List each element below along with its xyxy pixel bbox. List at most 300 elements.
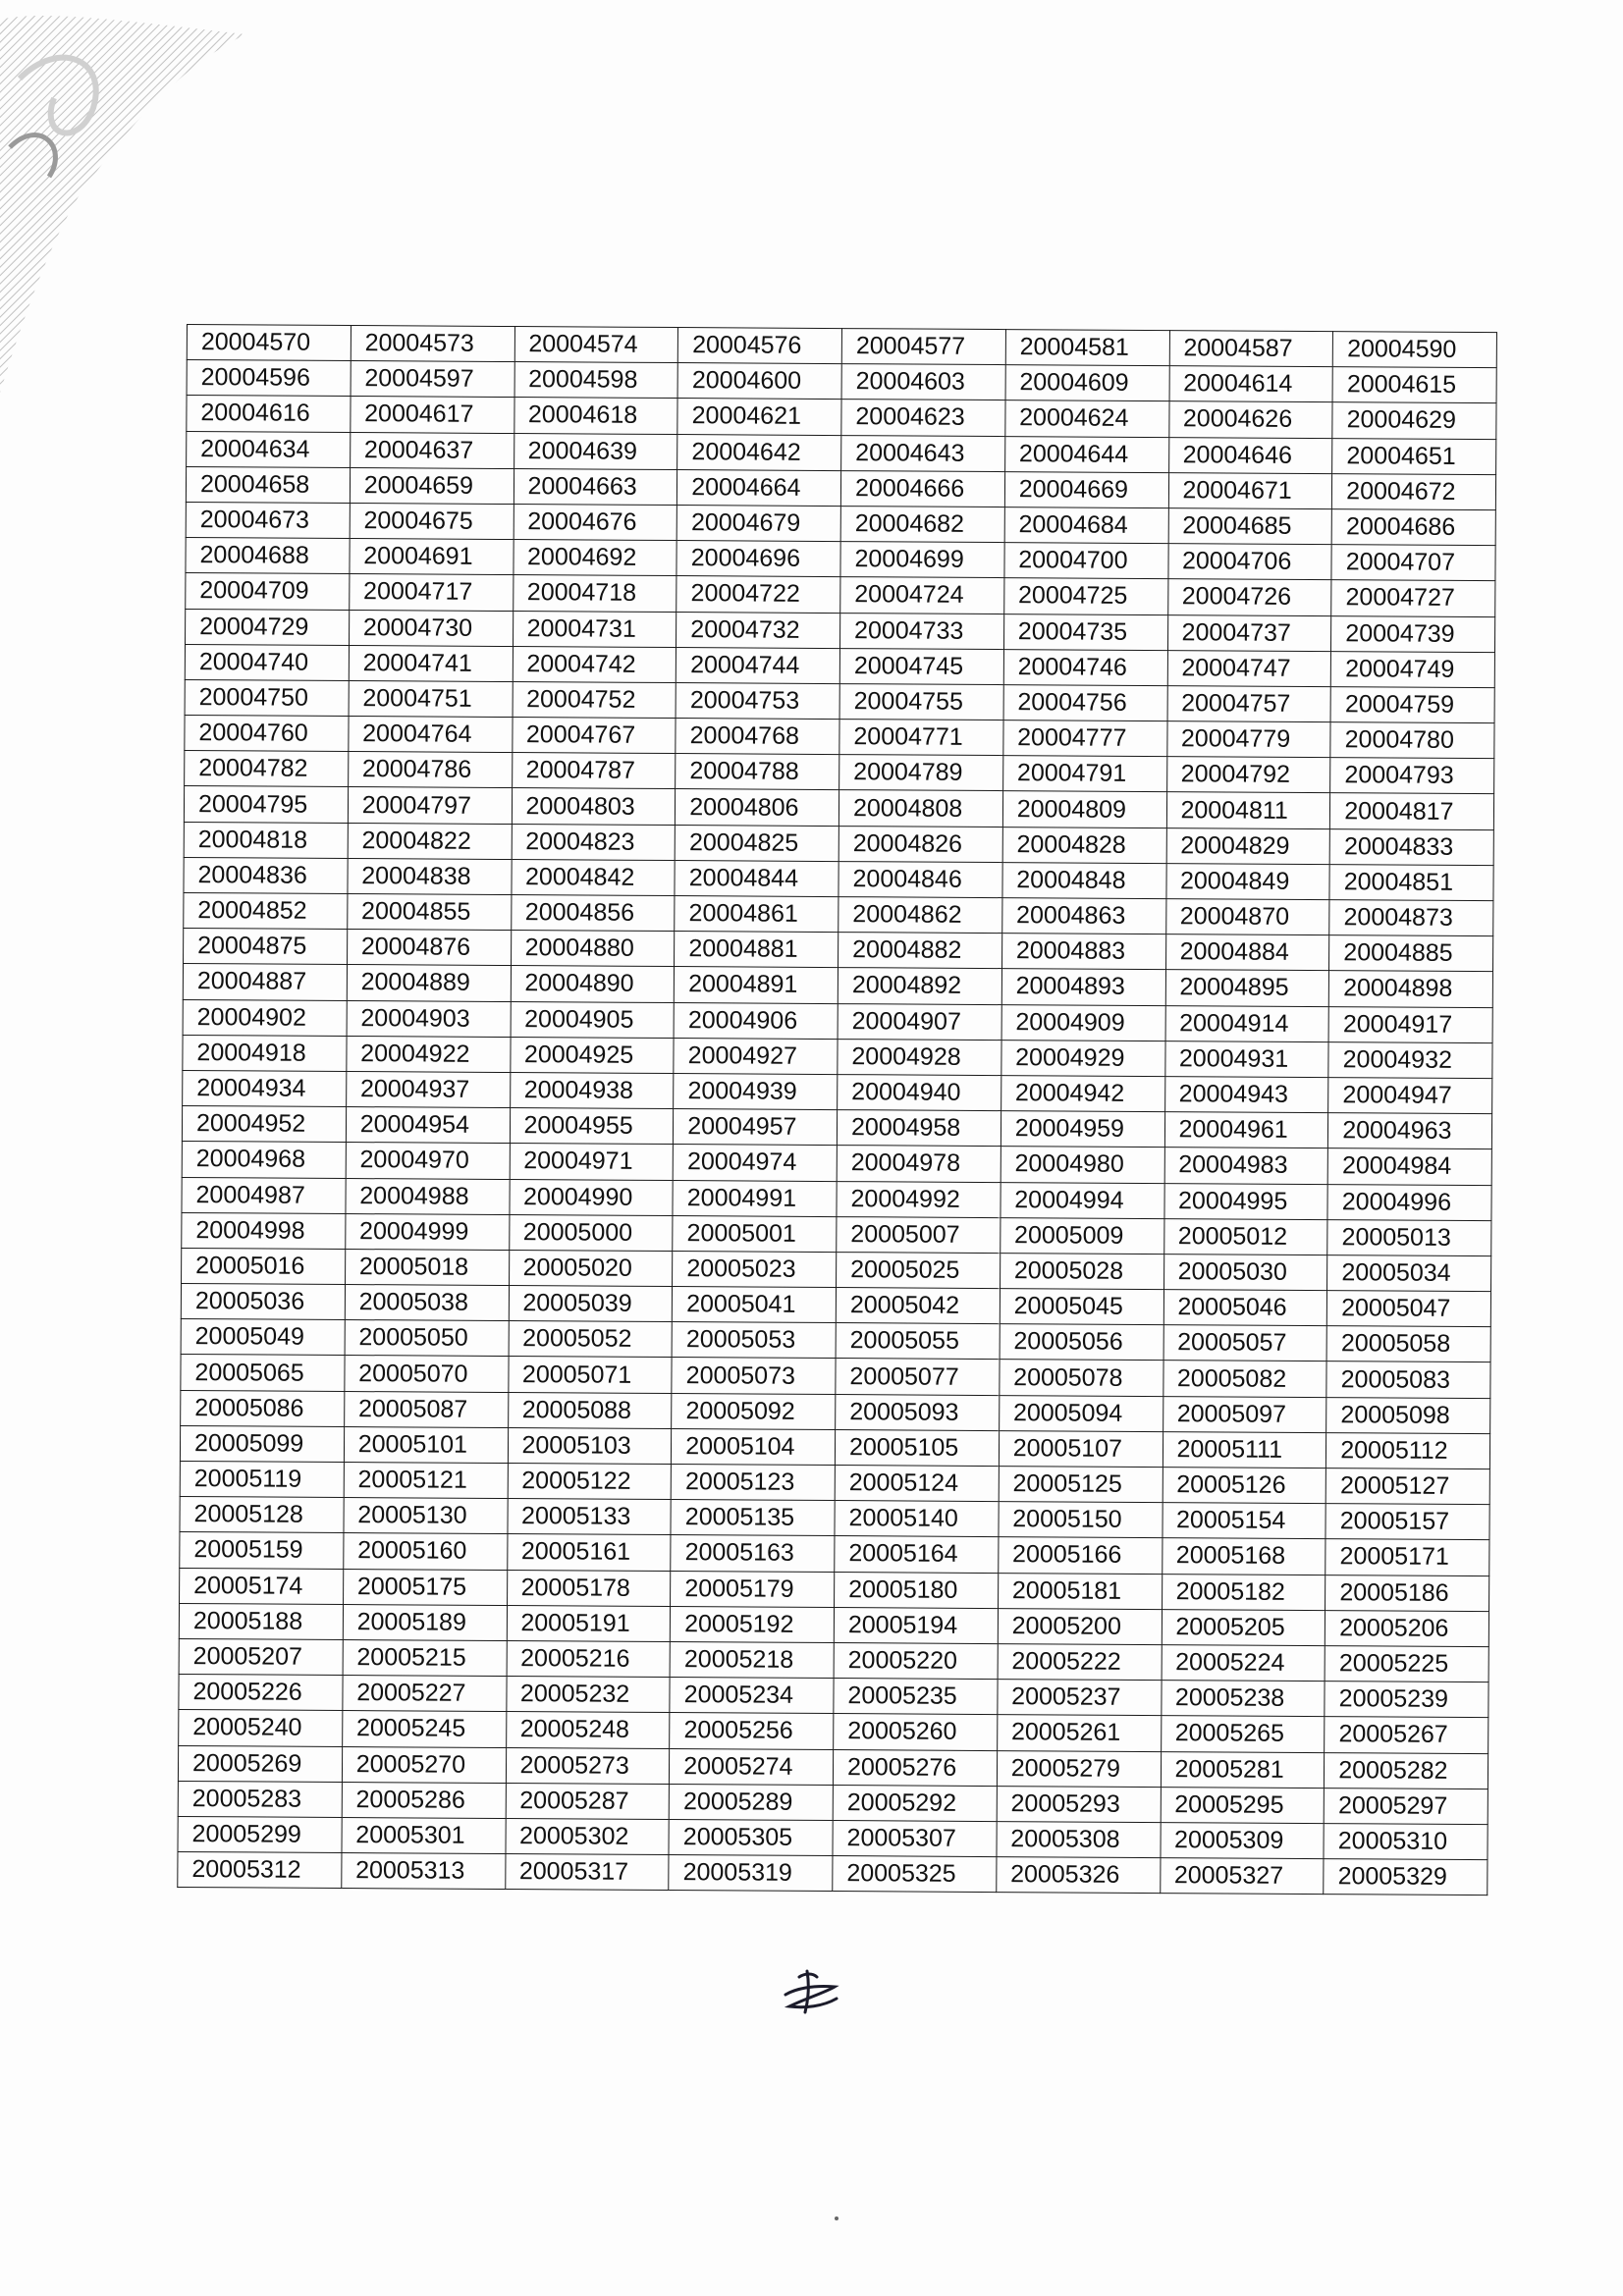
roll-number-cell: 20004890: [511, 966, 675, 1002]
roll-number-cell: 20004684: [1004, 507, 1168, 544]
roll-number-cell: 20004752: [513, 681, 676, 718]
roll-number-cell: 20004739: [1331, 615, 1495, 652]
roll-number-cell: 20005125: [999, 1467, 1163, 1503]
roll-number-cell: 20005239: [1325, 1682, 1488, 1718]
roll-number-cell: 20005039: [509, 1286, 673, 1322]
roll-number-cell: 20005041: [673, 1287, 837, 1323]
roll-number-cell: 20005097: [1163, 1396, 1326, 1432]
roll-number-cell: 20004907: [838, 1003, 1001, 1040]
roll-number-cell: 20005111: [1163, 1431, 1326, 1468]
roll-number-cell: 20004634: [187, 431, 351, 467]
roll-number-cell: 20004642: [677, 434, 841, 470]
roll-number-cell: 20004939: [674, 1073, 838, 1109]
roll-number-cell: 20004676: [514, 504, 677, 540]
roll-number-cell: 20005261: [997, 1715, 1161, 1751]
roll-number-cell: 20004984: [1327, 1148, 1491, 1185]
roll-number-cell: 20005189: [343, 1604, 507, 1640]
roll-number-cell: 20004759: [1330, 687, 1494, 723]
roll-number-cell: 20004623: [841, 400, 1005, 436]
roll-number-cell: 20005038: [345, 1285, 509, 1321]
roll-number-cell: 20004570: [187, 325, 351, 361]
roll-number-cell: 20005325: [833, 1856, 997, 1893]
roll-number-cell: 20005053: [672, 1322, 836, 1359]
roll-number-cell: 20004577: [841, 329, 1005, 365]
roll-number-cell: 20005205: [1162, 1609, 1325, 1645]
roll-number-cell: 20004740: [185, 644, 349, 680]
roll-number-cell: 20005245: [342, 1711, 506, 1747]
roll-number-cell: 20004658: [186, 466, 350, 503]
roll-number-cell: 20004909: [1001, 1004, 1165, 1041]
roll-number-cell: 20004789: [839, 755, 1003, 791]
roll-number-cell: 20005001: [673, 1215, 837, 1252]
roll-number-cell: 20004573: [351, 326, 514, 362]
roll-number-cell: 20004767: [512, 718, 676, 754]
roll-number-cell: 20005302: [505, 1818, 669, 1854]
roll-number-cell: 20004996: [1327, 1184, 1491, 1220]
roll-number-cell: 20004963: [1328, 1113, 1492, 1149]
roll-number-cell: 20004842: [511, 859, 675, 895]
roll-number-cell: 20004732: [676, 612, 840, 648]
roll-number-cell: 20004970: [346, 1143, 510, 1179]
roll-number-cell: 20005071: [508, 1357, 672, 1393]
roll-number-cell: 20005009: [1000, 1217, 1163, 1254]
roll-number-cell: 20004938: [510, 1072, 674, 1108]
roll-number-cell: 20005227: [343, 1676, 507, 1712]
roll-number-cell: 20004885: [1329, 935, 1493, 972]
roll-number-cell: 20004724: [840, 577, 1004, 614]
roll-number-cell: 20004753: [676, 682, 839, 719]
roll-number-cell: 20005078: [1000, 1360, 1163, 1396]
roll-number-cell: 20005159: [180, 1532, 344, 1569]
roll-number-cell: 20005194: [834, 1607, 998, 1643]
roll-number-cell: 20004574: [514, 327, 678, 363]
roll-number-cell: 20005124: [835, 1466, 999, 1502]
roll-number-cell: 20004822: [348, 823, 512, 859]
roll-number-cell: 20004718: [513, 575, 676, 612]
roll-number-cell: 20004629: [1332, 402, 1496, 439]
roll-number-cell: 20004990: [509, 1179, 673, 1215]
roll-number-cell: 20005130: [344, 1498, 508, 1534]
roll-number-cell: 20004994: [1001, 1182, 1164, 1218]
roll-number-cell: 20004983: [1164, 1148, 1328, 1184]
roll-number-cell: 20004978: [837, 1146, 1001, 1182]
roll-number-cell: 20005327: [1160, 1858, 1324, 1895]
roll-number-cell: 20005098: [1326, 1397, 1490, 1433]
roll-number-cell: 20005087: [344, 1391, 508, 1427]
roll-number-cell: 20004856: [511, 895, 675, 932]
roll-number-cell: 20004600: [677, 363, 841, 400]
roll-number-cell: 20005047: [1327, 1291, 1491, 1327]
roll-number-cell: 20004675: [350, 503, 514, 539]
roll-number-cell: 20005317: [505, 1854, 669, 1891]
roll-number-cell: 20005215: [343, 1639, 507, 1676]
roll-number-cell: 20005216: [507, 1640, 671, 1677]
roll-number-cell: 20004581: [1005, 330, 1169, 366]
roll-number-cell: 20005312: [178, 1852, 342, 1889]
roll-number-cell: 20004735: [1003, 614, 1167, 650]
roll-number-cell: 20004598: [514, 362, 678, 399]
roll-number-cell: 20004922: [347, 1036, 511, 1072]
roll-number-cell: 20004998: [182, 1212, 346, 1249]
roll-number-cell: 20005057: [1163, 1325, 1327, 1362]
roll-number-cell: 20004616: [187, 396, 351, 432]
roll-number-cell: 20004637: [350, 432, 514, 468]
roll-number-cell: 20005188: [179, 1603, 343, 1639]
roll-number-cell: 20004934: [183, 1070, 347, 1106]
roll-number-cell: 20004733: [839, 613, 1003, 649]
roll-number-cell: 20004957: [674, 1109, 838, 1146]
roll-number-cell: 20005103: [508, 1427, 672, 1464]
roll-number-cell: 20005042: [836, 1288, 1000, 1324]
roll-number-cell: 20004747: [1167, 650, 1331, 686]
roll-number-cell: 20005305: [669, 1819, 833, 1855]
roll-number-cell: 20004768: [676, 719, 839, 755]
roll-number-cell: 20005186: [1325, 1575, 1489, 1611]
roll-number-cell: 20004729: [186, 609, 350, 645]
roll-number-cell: 20004917: [1328, 1006, 1492, 1042]
roll-number-cell: 20005133: [507, 1499, 671, 1535]
roll-number-cell: 20005094: [999, 1395, 1163, 1431]
roll-number-cell: 20004771: [839, 720, 1003, 756]
roll-number-cell: 20005166: [998, 1537, 1162, 1574]
roll-number-cell: 20004787: [512, 753, 676, 789]
roll-number-cell: 20004882: [839, 933, 1002, 969]
roll-number-cell: 20004788: [676, 754, 839, 790]
roll-number-cell: 20004621: [677, 399, 841, 435]
roll-number-cell: 20004995: [1163, 1183, 1327, 1219]
roll-number-cell: 20004961: [1164, 1112, 1328, 1148]
roll-number-cell: 20004643: [841, 435, 1005, 471]
roll-number-cell: 20004749: [1331, 651, 1495, 687]
roll-number-cell: 20004609: [1005, 365, 1169, 401]
roll-number-cell: 20005301: [342, 1817, 506, 1853]
roll-number-cell: 20005168: [1162, 1538, 1325, 1575]
roll-number-cell: 20005179: [671, 1571, 835, 1607]
roll-number-cell: 20004603: [841, 364, 1005, 400]
roll-number-cell: 20004626: [1168, 401, 1332, 438]
roll-number-cell: 20004959: [1001, 1111, 1164, 1148]
roll-number-cell: 20004672: [1332, 473, 1496, 509]
roll-number-cell: 20004892: [838, 968, 1001, 1004]
roll-number-cell: 20005224: [1162, 1645, 1325, 1682]
roll-number-cell: 20005107: [999, 1430, 1163, 1467]
roll-number-cell: 20004808: [839, 790, 1002, 827]
roll-number-cell: 20004780: [1330, 722, 1494, 759]
roll-number-cell: 20004846: [839, 861, 1002, 897]
roll-number-cell: 20004639: [514, 433, 677, 469]
roll-number-cell: 20005299: [178, 1816, 342, 1852]
roll-number-cell: 20004876: [347, 930, 511, 966]
roll-number-cell: 20005036: [181, 1284, 345, 1320]
roll-number-cell: 20004706: [1167, 544, 1331, 580]
roll-number-cell: 20004833: [1329, 828, 1493, 865]
roll-number-cell: 20004764: [349, 717, 513, 753]
roll-number-cell: 20005052: [509, 1321, 673, 1358]
roll-number-cell: 20004688: [186, 538, 350, 574]
roll-number-cell: 20005077: [836, 1359, 1000, 1395]
roll-number-table-container: [187, 324, 1497, 1892]
roll-number-cell: 20004782: [185, 751, 349, 787]
roll-number-cell: 20004685: [1168, 508, 1332, 545]
roll-number-cell: 20005269: [178, 1745, 342, 1782]
roll-number-cell: 20004958: [837, 1110, 1001, 1147]
roll-number-table-body: [178, 325, 1497, 1896]
roll-number-cell: 20005012: [1163, 1218, 1327, 1255]
roll-number-cell: 20004925: [510, 1037, 674, 1073]
roll-number-cell: 20004825: [675, 825, 839, 861]
roll-number-cell: 20004806: [676, 789, 839, 826]
roll-number-cell: 20004737: [1167, 614, 1331, 651]
roll-number-cell: 20005310: [1324, 1823, 1488, 1859]
roll-number-cell: 20004686: [1331, 509, 1495, 546]
roll-number-cell: 20004988: [346, 1178, 510, 1214]
roll-number-cell: 20004952: [182, 1106, 346, 1143]
roll-number-cell: 20005286: [342, 1782, 506, 1818]
roll-number-cell: 20004722: [676, 576, 840, 613]
roll-number-cell: 20005099: [180, 1425, 344, 1462]
roll-number-cell: 20005088: [508, 1392, 672, 1428]
roll-number-cell: 20004755: [839, 683, 1003, 720]
roll-number-cell: 20004793: [1330, 758, 1494, 794]
roll-number-cell: 20004742: [513, 646, 676, 682]
roll-number-cell: 20005326: [997, 1857, 1161, 1894]
roll-number-cell: 20005319: [669, 1855, 833, 1892]
roll-number-cell: 20004809: [1002, 791, 1166, 828]
roll-number-cell: 20004954: [346, 1107, 510, 1144]
roll-number-cell: 20004999: [345, 1213, 509, 1250]
roll-number-cell: 20004903: [347, 1000, 511, 1037]
roll-number-cell: 20004932: [1328, 1041, 1492, 1078]
roll-number-cell: 20004875: [184, 929, 348, 965]
roll-number-cell: 20004848: [1002, 862, 1166, 898]
roll-number-cell: 20005313: [342, 1853, 506, 1890]
roll-number-cell: 20005182: [1162, 1574, 1325, 1610]
roll-number-cell: 20005101: [344, 1426, 508, 1463]
roll-number-cell: 20005191: [507, 1605, 671, 1641]
roll-number-cell: 20005192: [671, 1606, 835, 1642]
roll-number-cell: 20004590: [1333, 332, 1497, 368]
roll-number-cell: 20004745: [839, 648, 1003, 684]
roll-number-cell: 20004940: [838, 1075, 1001, 1111]
roll-number-cell: 20005092: [672, 1393, 836, 1429]
roll-number-cell: 20005150: [999, 1502, 1163, 1538]
roll-number-cell: 20005016: [182, 1248, 346, 1284]
roll-number-cell: 20004795: [184, 786, 348, 823]
roll-number-cell: 20004679: [676, 505, 840, 541]
roll-number-cell: 20005034: [1327, 1255, 1491, 1291]
roll-number-cell: 20004699: [840, 542, 1004, 578]
roll-number-cell: 20004727: [1331, 580, 1495, 616]
roll-number-cell: 20004651: [1332, 438, 1496, 474]
roll-number-cell: 20005226: [179, 1675, 343, 1711]
roll-number-cell: 20004838: [348, 858, 512, 894]
signature-mark: [776, 1963, 844, 2022]
roll-number-cell: 20004914: [1165, 1005, 1329, 1041]
roll-number-cell: 20005260: [834, 1714, 998, 1750]
roll-number-cell: 20005279: [997, 1750, 1161, 1787]
roll-number-cell: 20004797: [348, 787, 512, 824]
roll-number-cell: 20005174: [180, 1568, 344, 1604]
roll-number-cell: 20004756: [1003, 684, 1167, 721]
roll-number-cell: 20004811: [1166, 792, 1330, 828]
roll-number-cell: 20005046: [1163, 1290, 1327, 1326]
roll-number-cell: 20004873: [1329, 900, 1493, 936]
roll-number-cell: 20004861: [675, 896, 839, 933]
roll-number-cell: 20005292: [833, 1785, 997, 1821]
roll-number-cell: 20005270: [342, 1746, 506, 1783]
roll-number-cell: 20004947: [1328, 1078, 1492, 1114]
roll-number-cell: 20004862: [839, 897, 1002, 934]
roll-number-cell: 20005105: [835, 1429, 999, 1466]
roll-number-cell: 20004682: [840, 507, 1004, 543]
roll-number-cell: 20005281: [1161, 1751, 1325, 1788]
roll-number-cell: 20005238: [1161, 1681, 1325, 1717]
roll-number-cell: 20005287: [506, 1783, 670, 1819]
roll-number-cell: 20005083: [1326, 1362, 1490, 1398]
roll-number-cell: 20004929: [1001, 1040, 1165, 1076]
roll-number-cell: 20005112: [1326, 1432, 1490, 1468]
roll-number-cell: 20004955: [510, 1108, 674, 1145]
roll-number-cell: 20004803: [512, 788, 676, 825]
roll-number-cell: 20004817: [1330, 793, 1494, 829]
roll-number-cell: 20004971: [510, 1144, 674, 1180]
roll-number-cell: 20005000: [509, 1214, 673, 1251]
roll-number-cell: 20004696: [676, 541, 840, 577]
roll-number-cell: 20005055: [836, 1323, 1000, 1360]
roll-number-cell: 20004836: [184, 857, 348, 893]
roll-number-cell: 20005154: [1162, 1503, 1325, 1539]
roll-number-cell: 20005140: [835, 1501, 999, 1537]
roll-number-cell: 20004666: [840, 470, 1004, 507]
roll-number-cell: 20004730: [349, 610, 513, 646]
roll-number-cell: 20004992: [837, 1181, 1001, 1217]
roll-number-cell: 20004852: [184, 892, 348, 929]
roll-number-cell: 20005128: [180, 1497, 344, 1533]
roll-number-cell: 20004673: [186, 502, 350, 538]
roll-number-cell: 20004731: [513, 611, 676, 647]
roll-number-cell: 20004891: [675, 967, 839, 1003]
roll-number-cell: 20004615: [1332, 367, 1496, 403]
roll-number-cell: 20005220: [834, 1642, 998, 1679]
roll-number-cell: 20005273: [506, 1747, 670, 1784]
roll-number-cell: 20005175: [343, 1569, 507, 1605]
roll-number-cell: 20004664: [677, 469, 841, 506]
roll-number-cell: 20004880: [511, 931, 675, 967]
roll-number-cell: 20005030: [1163, 1254, 1327, 1290]
roll-number-cell: 20004828: [1002, 827, 1166, 863]
roll-number-cell: 20004691: [350, 539, 514, 575]
roll-number-cell: 20004669: [1004, 471, 1168, 507]
roll-number-cell: 20005178: [507, 1570, 671, 1606]
roll-number-cell: 20004709: [186, 573, 350, 610]
roll-number-cell: 20004980: [1001, 1147, 1164, 1183]
roll-number-cell: 20004849: [1165, 863, 1329, 899]
roll-number-cell: 20004757: [1167, 685, 1331, 721]
roll-number-cell: 20004671: [1168, 472, 1332, 508]
roll-number-cell: 20005283: [178, 1781, 342, 1817]
roll-number-cell: 20005093: [836, 1394, 1000, 1430]
roll-number-cell: 20004726: [1167, 579, 1331, 615]
roll-number-cell: 20005256: [670, 1713, 834, 1749]
roll-number-cell: 20005218: [670, 1641, 834, 1678]
roll-number-cell: 20005293: [997, 1786, 1161, 1822]
roll-number-cell: 20004863: [1001, 898, 1165, 934]
roll-number-cell: 20004744: [676, 647, 840, 683]
roll-number-cell: 20005013: [1327, 1219, 1491, 1255]
roll-number-cell: 20004889: [347, 965, 511, 1001]
roll-number-cell: 20004826: [839, 826, 1002, 862]
roll-number-cell: 20004777: [1003, 721, 1167, 757]
roll-number-cell: 20005023: [673, 1251, 837, 1287]
roll-number-cell: 20004717: [349, 574, 513, 611]
table-row: [178, 1852, 1488, 1896]
roll-number-cell: 20005171: [1325, 1539, 1489, 1575]
roll-number-cell: 20004587: [1169, 331, 1333, 367]
roll-number-cell: 20005121: [344, 1463, 508, 1499]
roll-number-cell: 20005058: [1326, 1326, 1490, 1362]
roll-number-cell: 20005122: [508, 1464, 672, 1500]
roll-number-cell: 20005161: [507, 1534, 671, 1571]
roll-number-cell: 20004991: [673, 1180, 837, 1216]
roll-number-cell: 20005234: [670, 1678, 834, 1714]
roll-number-cell: 20005274: [670, 1748, 834, 1785]
roll-number-cell: 20005222: [998, 1644, 1162, 1681]
roll-number-cell: 20005265: [1161, 1716, 1325, 1752]
roll-number-cell: 20004974: [673, 1145, 837, 1181]
roll-number-cell: 20005070: [345, 1356, 509, 1392]
roll-number-cell: 20005020: [509, 1250, 673, 1286]
roll-number-cell: 20004646: [1168, 437, 1332, 473]
roll-number-cell: 20005200: [998, 1608, 1162, 1644]
roll-number-cell: 20004617: [351, 397, 514, 433]
roll-number-cell: 20004741: [349, 645, 513, 681]
roll-number-cell: 20005329: [1324, 1859, 1488, 1896]
roll-number-cell: 20004614: [1169, 366, 1333, 402]
roll-number-cell: 20005045: [1000, 1289, 1163, 1325]
roll-number-cell: 20004851: [1329, 864, 1493, 900]
roll-number-cell: 20004818: [184, 822, 348, 858]
roll-number-cell: 20005248: [506, 1712, 670, 1748]
roll-number-cell: 20005235: [834, 1679, 998, 1715]
roll-number-cell: 20004791: [1002, 756, 1166, 792]
roll-number-cell: 20005065: [181, 1355, 345, 1391]
roll-number-cell: 20005126: [1163, 1468, 1326, 1504]
roll-number-cell: 20004624: [1005, 400, 1169, 437]
roll-number-cell: 20005267: [1325, 1717, 1488, 1753]
roll-number-cell: 20005160: [344, 1533, 508, 1570]
roll-number-cell: 20004844: [675, 860, 839, 896]
roll-number-cell: 20004823: [512, 824, 676, 860]
roll-number-cell: 20005018: [345, 1249, 509, 1285]
roll-number-cell: 20005282: [1325, 1752, 1488, 1789]
roll-number-cell: 20004893: [1001, 969, 1165, 1005]
roll-number-cell: 20004855: [347, 894, 511, 931]
roll-number-cell: 20005206: [1325, 1610, 1489, 1646]
roll-number-cell: 20004968: [182, 1142, 346, 1178]
roll-number-cell: 20004928: [838, 1039, 1001, 1075]
roll-number-cell: 20005007: [837, 1216, 1001, 1253]
roll-number-cell: 20004902: [183, 999, 347, 1036]
roll-number-cell: 20005086: [181, 1390, 345, 1426]
roll-number-cell: 20004937: [346, 1071, 510, 1107]
roll-number-cell: 20005180: [835, 1572, 999, 1608]
roll-number-cell: 20004918: [183, 1035, 347, 1071]
roll-number-cell: 20005309: [1160, 1822, 1324, 1858]
roll-number-cell: 20005050: [345, 1320, 509, 1357]
roll-number-cell: 20004707: [1331, 545, 1495, 581]
roll-number-cell: 20005123: [671, 1465, 835, 1501]
roll-number-cell: 20005297: [1324, 1788, 1488, 1824]
